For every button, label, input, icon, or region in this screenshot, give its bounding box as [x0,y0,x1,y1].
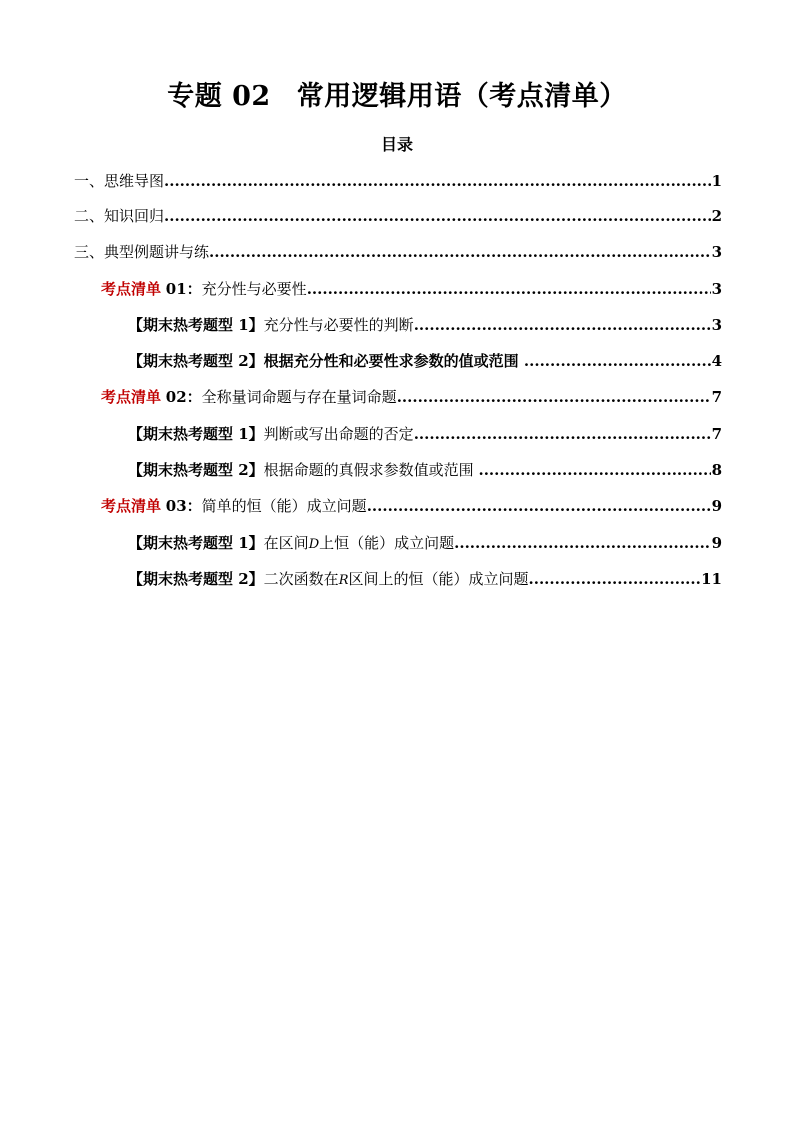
toc-page-number: 2 [711,207,722,225]
subitem-text: 在区间 [263,534,309,552]
title-topic-number: 专题 02 [167,81,271,112]
section-tag: 考点清单 [101,388,162,406]
math-variable: D [308,537,320,552]
toc-page-number: 3 [711,243,722,261]
section-tag: 考点清单 [101,280,162,298]
toc-section-label [101,278,307,299]
subitem-tag: 【期末热考题型 2】 [128,352,264,370]
toc-leader-dots [414,425,711,443]
toc-subitem-label [128,314,414,335]
toc-leader-dots [164,207,711,225]
toc-page-number: 3 [711,280,722,298]
toc-subitem-03-2[interactable] [128,568,722,592]
toc-subitem-label [128,532,454,553]
toc-item-examples[interactable] [74,241,722,265]
subitem-text: 根据充分性和必要性求参数的值或范围 [263,352,519,370]
toc-item-knowledge-review[interactable] [74,205,722,229]
subitem-tag: 【期末热考题型 1】 [128,425,264,443]
subitem-tag: 【期末热考题型 2】 [128,461,264,479]
subitem-text: 充分性与必要性的判断 [263,316,414,334]
toc-leader-dots [209,243,711,261]
toc-leader-dots [414,316,711,334]
title-topic-name: 常用逻辑用语（考点清单） [296,81,627,112]
toc-page-number: 1 [711,172,722,190]
subitem-tag: 【期末热考题型 2】 [128,570,264,588]
toc-page-number: 4 [711,352,722,370]
toc-leader-dots [397,388,711,406]
toc-leader-dots [454,534,710,552]
toc-heading: 目录 [380,135,413,154]
toc-page-number: 11 [701,570,722,588]
toc-page-number: 9 [711,497,722,515]
toc-page-number: 3 [711,316,722,334]
toc-subitem-label [128,568,529,589]
toc-leader-dots [164,172,711,190]
toc-page-number: 8 [711,461,722,479]
section-text: 简单的恒（能）成立问题 [201,497,367,515]
toc-subitem-01-1[interactable] [128,314,722,338]
toc-subitem-03-1[interactable] [128,532,722,556]
toc-section-label [101,495,367,516]
section-number: 02： [165,388,202,406]
toc-item-label: 一、思维导图 [74,172,165,190]
toc-subitem-label [128,423,414,444]
toc-section-03[interactable] [101,495,722,519]
toc-subitem-label [128,350,524,371]
toc-leader-dots [307,280,711,298]
toc-section-02[interactable] [101,386,722,410]
toc-leader-dots [478,461,710,479]
section-tag: 考点清单 [101,497,162,515]
toc-subitem-02-1[interactable] [128,423,722,447]
toc-section-label [101,386,397,407]
section-text: 全称量词命题与存在量词命题 [201,388,397,406]
toc-section-01[interactable] [101,278,722,302]
math-variable: R [338,573,349,588]
subitem-text: 区间上的恒（能）成立问题 [348,570,529,588]
toc-leader-dots [524,352,711,370]
toc-page-number: 9 [711,534,722,552]
toc-subitem-01-2[interactable] [128,350,722,374]
subitem-tag: 【期末热考题型 1】 [128,534,264,552]
toc-item-mind-map[interactable] [74,170,722,194]
toc-page-number: 7 [711,388,722,406]
toc-leader-dots [529,570,701,588]
toc-item-label: 二、知识回归 [74,207,165,225]
subitem-tag: 【期末热考题型 1】 [128,316,264,334]
toc-subitem-02-2[interactable] [128,459,722,483]
section-number: 03： [165,497,202,515]
section-number: 01： [165,280,202,298]
toc-item-label: 三、典型例题讲与练 [74,243,210,261]
subitem-text: 上恒（能）成立问题 [319,534,455,552]
toc-page-number: 7 [711,425,722,443]
toc-leader-dots [367,497,711,515]
toc-subitem-label [128,459,478,480]
subitem-text: 二次函数在 [263,570,339,588]
subitem-text: 判断或写出命题的否定 [263,425,414,443]
subitem-text: 根据命题的真假求参数值或范围 [263,461,474,479]
section-text: 充分性与必要性 [201,280,307,298]
